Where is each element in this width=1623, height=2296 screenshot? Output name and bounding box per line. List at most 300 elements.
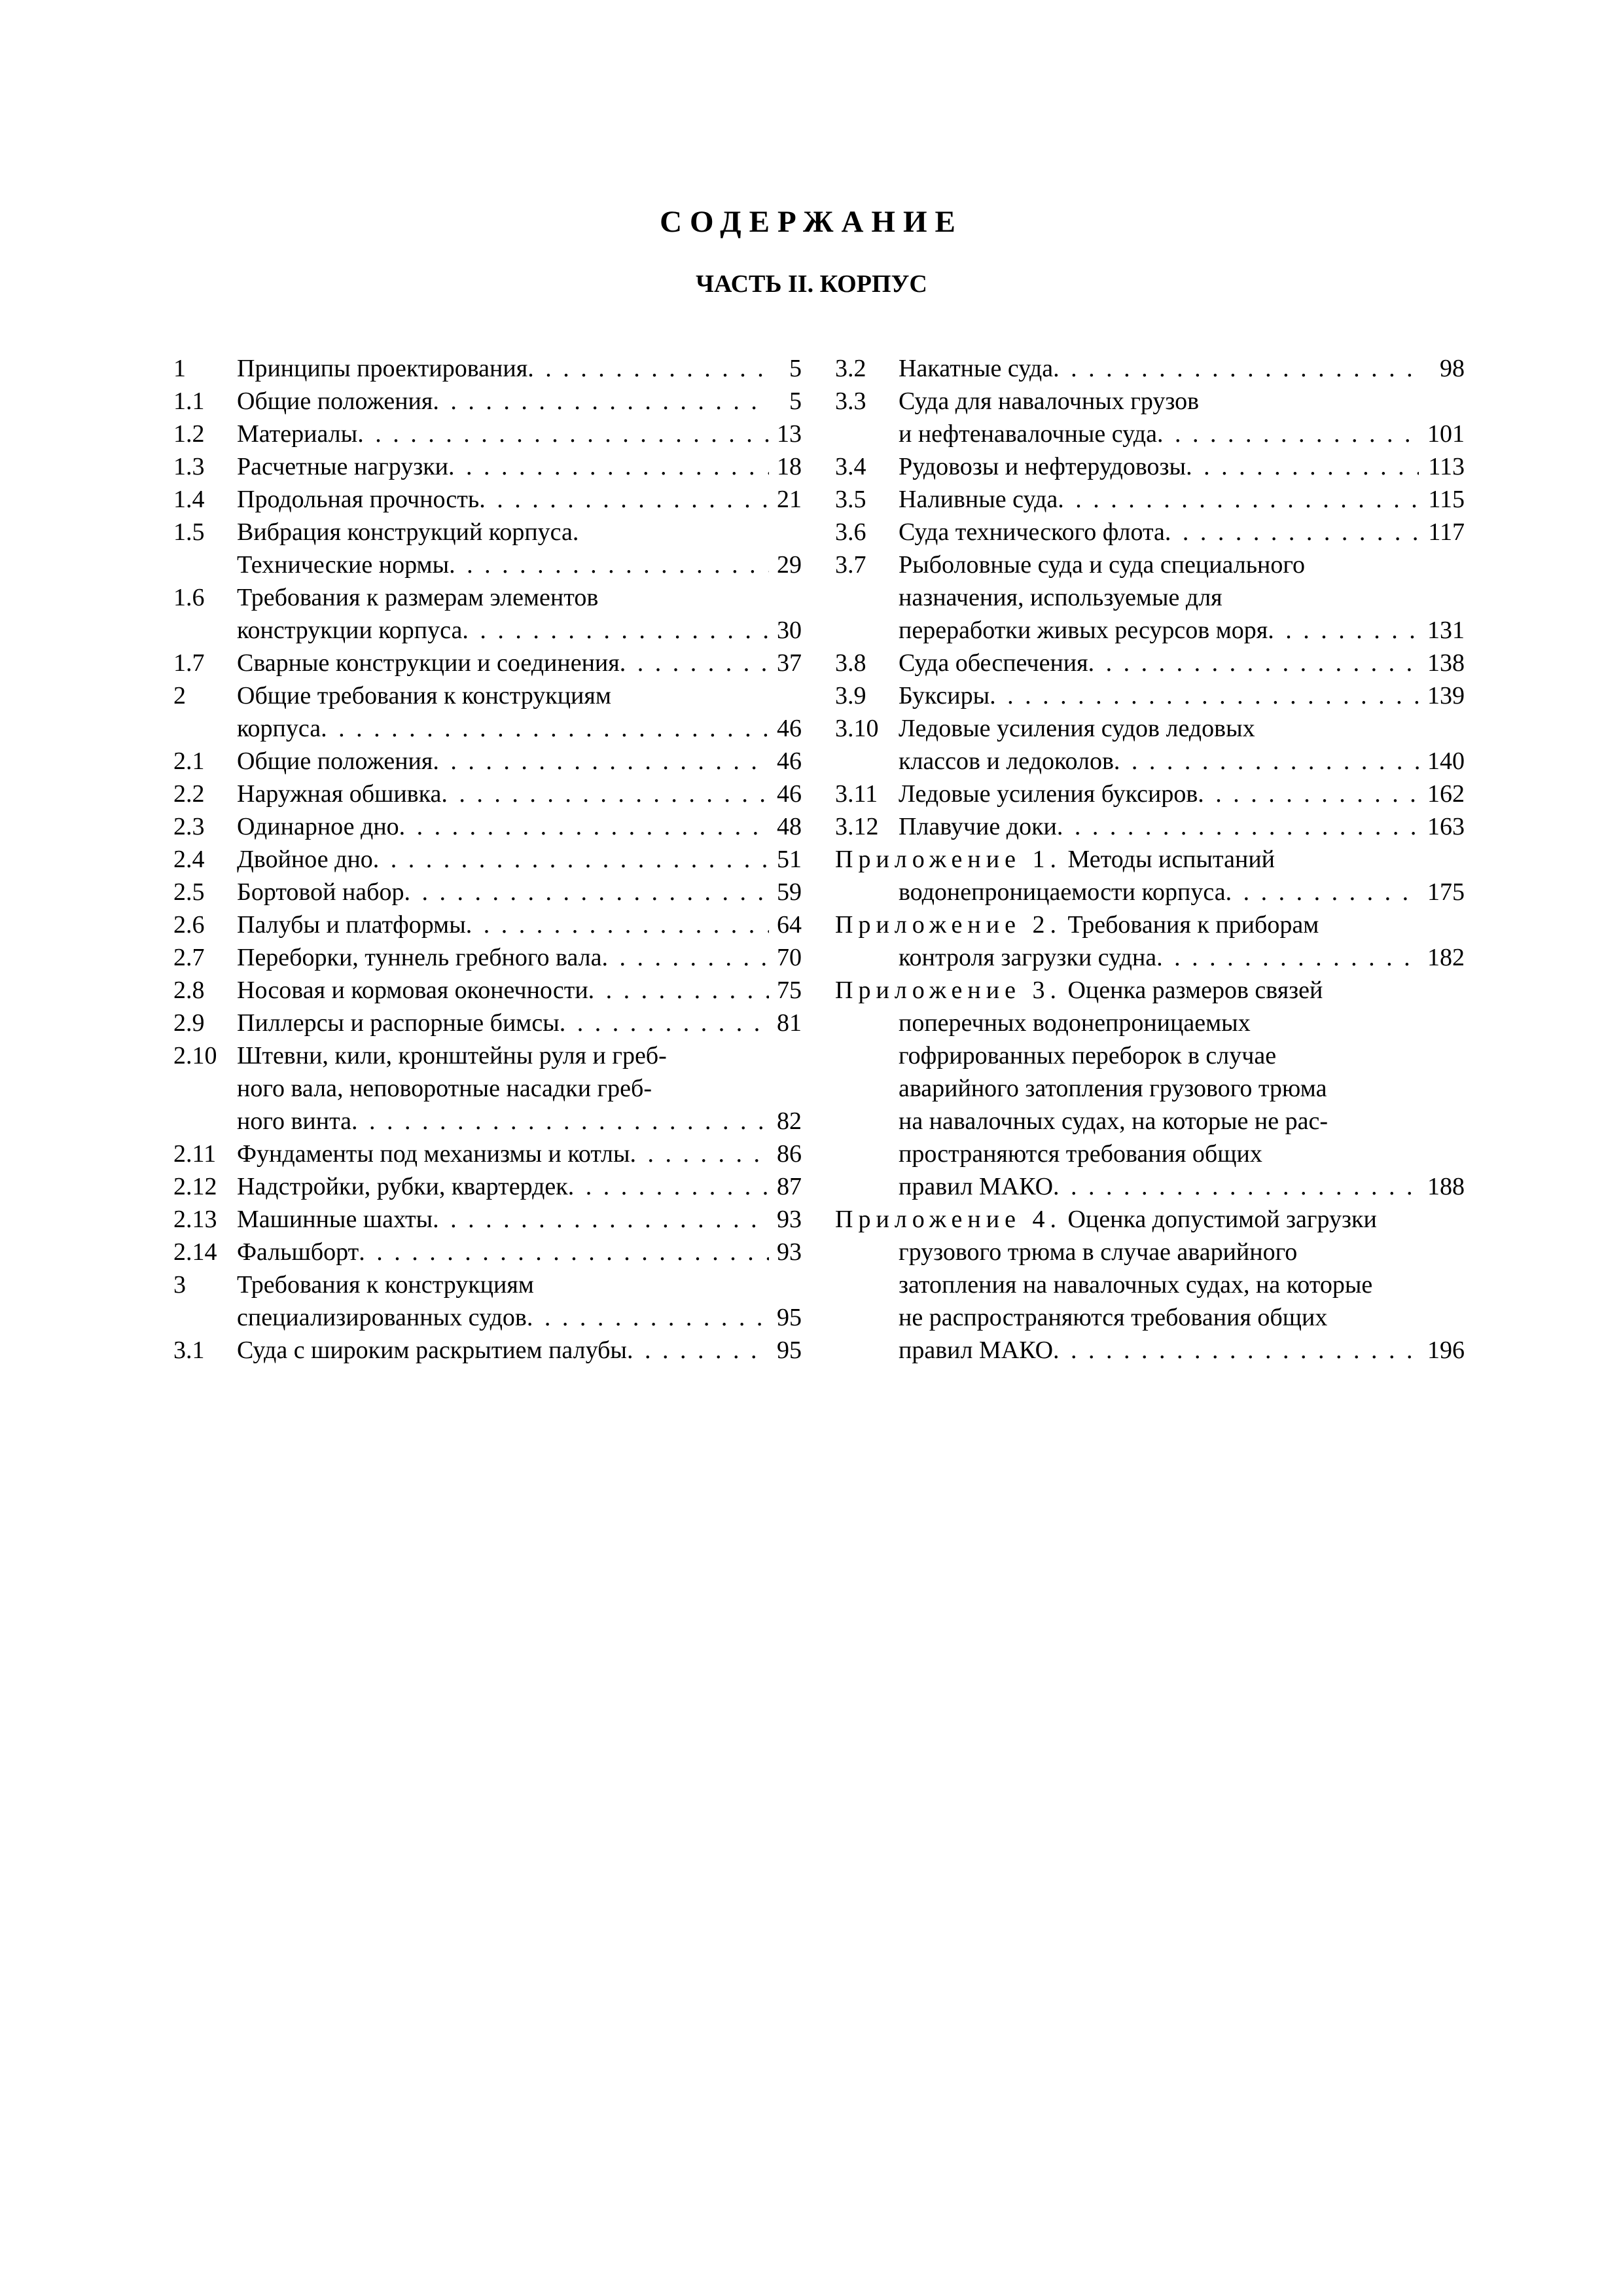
entry-text: Рыболовные суда и суда специального xyxy=(899,551,1306,579)
entry-title-line xyxy=(237,1236,802,1268)
section-number: 1.1 xyxy=(173,387,205,415)
entry-title-line xyxy=(899,1007,1465,1039)
entry-text: Пиллерсы и распорные бимсы xyxy=(237,1009,560,1037)
entry-title-line xyxy=(237,614,802,647)
dot-leader xyxy=(1053,352,1419,385)
entry-text: на навалочных судах, на которые не рас- xyxy=(899,1107,1329,1135)
toc-entry xyxy=(835,548,1465,647)
entry-title-line xyxy=(237,352,802,385)
entry-title-line xyxy=(899,941,1465,974)
entry-title xyxy=(237,418,802,450)
entry-text: Двойное дно xyxy=(237,846,373,873)
toc-entry xyxy=(173,450,802,483)
entry-text: Технические нормы xyxy=(237,551,450,579)
entry-title-line xyxy=(899,1334,1465,1367)
section-number: 1.6 xyxy=(173,584,205,611)
appendix-label: Приложение 4. xyxy=(835,1206,1061,1233)
entry-title-line xyxy=(237,712,802,745)
entry-title xyxy=(899,712,1465,778)
entry-title xyxy=(237,1268,802,1334)
section-number: 2.2 xyxy=(173,780,205,808)
page-number: 29 xyxy=(777,551,802,579)
page-number: 95 xyxy=(777,1336,802,1364)
page-number: 162 xyxy=(1427,780,1465,808)
section-number: 1.4 xyxy=(173,486,205,513)
page-number: 113 xyxy=(1428,453,1465,480)
section-number: 2.5 xyxy=(173,878,205,906)
entry-title xyxy=(237,1039,802,1138)
dot-leader xyxy=(568,1170,769,1203)
entry-text: Требования к размерам элементов xyxy=(237,584,599,611)
dot-leader xyxy=(449,548,769,581)
entry-title xyxy=(237,843,802,876)
appendix-first-line xyxy=(835,908,1465,941)
toc-entry xyxy=(173,1334,802,1367)
section-number: 1 xyxy=(173,355,186,382)
entry-title-line xyxy=(237,581,802,614)
entry-text: гофрированных переборок в случае xyxy=(899,1042,1277,1069)
appendix-first-line xyxy=(835,843,1465,876)
entry-text: специализированных судов xyxy=(237,1304,527,1331)
entry-text: ного винта xyxy=(237,1107,352,1135)
dot-leader xyxy=(441,778,769,810)
entry-title-line xyxy=(237,745,802,778)
page-number: 64 xyxy=(777,911,802,939)
entry-text: Плавучие доки xyxy=(899,813,1057,840)
section-number: 3.5 xyxy=(835,486,866,513)
page-number: 117 xyxy=(1428,518,1465,546)
dot-leader xyxy=(433,385,769,418)
page-number: 196 xyxy=(1427,1336,1465,1364)
page-number: 140 xyxy=(1427,747,1465,775)
entry-title xyxy=(899,778,1465,810)
page-number: 5 xyxy=(789,387,802,415)
entry-title xyxy=(237,483,802,516)
appendix-first-line xyxy=(835,1203,1465,1236)
entry-title xyxy=(237,974,802,1007)
entry-title-line xyxy=(237,1105,802,1138)
section-number: 3.2 xyxy=(835,355,866,382)
entry-title-line xyxy=(237,1138,802,1170)
entry-title-line xyxy=(237,974,802,1007)
page-number: 87 xyxy=(777,1173,802,1200)
toc-entry xyxy=(173,745,802,778)
appendix-first-line xyxy=(835,974,1465,1007)
entry-title xyxy=(899,352,1465,385)
entry-title-line xyxy=(237,1268,802,1301)
entry-title-line xyxy=(237,647,802,679)
dot-leader xyxy=(479,483,769,516)
section-number: 2.12 xyxy=(173,1173,217,1200)
entry-title xyxy=(237,745,802,778)
section-number: 2.6 xyxy=(173,911,205,939)
entry-title xyxy=(899,548,1465,647)
toc-entry xyxy=(173,679,802,745)
toc-right-column xyxy=(835,352,1465,1367)
entry-title-line xyxy=(237,385,802,418)
dot-leader xyxy=(1058,483,1419,516)
entry-title-line xyxy=(237,1007,802,1039)
entry-text: Ледовые усиления судов ледовых xyxy=(899,715,1255,742)
entry-text: Общие требования к конструкциям xyxy=(237,682,611,709)
entry-title xyxy=(237,581,802,647)
toc-entry xyxy=(835,352,1465,385)
page-number: 75 xyxy=(777,977,802,1004)
section-number: 3.1 xyxy=(173,1336,205,1364)
dot-leader xyxy=(630,1138,769,1170)
entry-text: и нефтенавалочные суда xyxy=(899,420,1157,448)
entry-title-line xyxy=(237,908,802,941)
entry-title-line xyxy=(899,876,1465,908)
entry-text: Суда обеспечения xyxy=(899,649,1088,677)
dot-leader xyxy=(1114,745,1419,778)
section-number: 3.9 xyxy=(835,682,866,709)
entry-title-line xyxy=(899,614,1465,647)
section-number: 3.3 xyxy=(835,387,866,415)
page-number: 175 xyxy=(1427,878,1465,906)
entry-title-line xyxy=(899,418,1465,450)
page-number: 163 xyxy=(1427,813,1465,840)
section-number: 1.3 xyxy=(173,453,205,480)
page-number: 93 xyxy=(777,1206,802,1233)
appendix-continuation xyxy=(835,876,1465,908)
toc-entry xyxy=(173,516,802,581)
entry-text: Методы испытаний xyxy=(1061,846,1275,873)
dot-leader xyxy=(404,876,769,908)
entry-text: Переборки, туннель гребного вала xyxy=(237,944,602,971)
entry-title-line xyxy=(237,1203,802,1236)
appendix-entry xyxy=(835,974,1465,1203)
toc-entry xyxy=(835,647,1465,679)
page-number: 48 xyxy=(777,813,802,840)
entry-text: Суда для навалочных грузов xyxy=(899,387,1200,415)
section-number: 2.4 xyxy=(173,846,205,873)
dot-leader xyxy=(1198,778,1419,810)
entry-title-line xyxy=(899,352,1465,385)
entry-text: назначения, используемые для xyxy=(899,584,1222,611)
entry-text: Палубы и платформы xyxy=(237,911,466,939)
page-number: 51 xyxy=(777,846,802,873)
entry-title-line xyxy=(899,1268,1465,1301)
entry-title-line xyxy=(899,1236,1465,1268)
entry-text: Суда технического флота xyxy=(899,518,1165,546)
toc-entry xyxy=(173,581,802,647)
entry-title-line xyxy=(899,483,1465,516)
toc-entry xyxy=(835,778,1465,810)
page-number: 115 xyxy=(1428,486,1465,513)
entry-text: Вибрация конструкций корпуса. xyxy=(237,518,579,546)
entry-text: Одинарное дно xyxy=(237,813,399,840)
page-number: 95 xyxy=(777,1304,802,1331)
entry-text: Штевни, кили, кронштейны руля и греб- xyxy=(237,1042,667,1069)
dot-leader xyxy=(1053,1334,1419,1367)
dot-leader xyxy=(1156,941,1419,974)
entry-title xyxy=(237,450,802,483)
entry-title-line xyxy=(237,843,802,876)
entry-title-line xyxy=(899,1170,1465,1203)
entry-title xyxy=(237,385,802,418)
page-title: СОДЕРЖАНИЕ xyxy=(660,205,963,239)
page-number: 182 xyxy=(1427,944,1465,971)
dot-leader xyxy=(373,843,769,876)
entry-title xyxy=(899,483,1465,516)
entry-text: Наружная обшивка xyxy=(237,780,442,808)
toc-entry xyxy=(173,1138,802,1170)
page-number: 82 xyxy=(777,1107,802,1135)
entry-text: Носовая и кормовая оконечности xyxy=(237,977,588,1004)
entry-text: корпуса xyxy=(237,715,321,742)
entry-title xyxy=(237,1236,802,1268)
entry-text: Фундаменты под механизмы и котлы xyxy=(237,1140,630,1168)
entry-title-line xyxy=(899,1105,1465,1138)
section-number: 2.8 xyxy=(173,977,205,1004)
entry-title xyxy=(237,876,802,908)
entry-text: Общие положения xyxy=(237,387,433,415)
dot-leader xyxy=(433,1203,769,1236)
entry-title-line xyxy=(899,1039,1465,1072)
section-number: 3 xyxy=(173,1271,186,1299)
section-number: 2.3 xyxy=(173,813,205,840)
dot-leader xyxy=(560,1007,769,1039)
entry-title xyxy=(237,1007,802,1039)
entry-title-line xyxy=(237,483,802,516)
section-number: 2 xyxy=(173,682,186,709)
section-number: 3.4 xyxy=(835,453,866,480)
appendix-label: Приложение 1. xyxy=(835,846,1061,873)
entry-text: Машинные шахты xyxy=(237,1206,433,1233)
part-subtitle: ЧАСТЬ II. КОРПУС xyxy=(696,270,927,298)
toc-entry xyxy=(173,1203,802,1236)
entry-title xyxy=(237,1138,802,1170)
toc-entry xyxy=(173,778,802,810)
toc-entry xyxy=(835,712,1465,778)
dot-leader xyxy=(527,1301,769,1334)
entry-text: не распространяются требования общих xyxy=(899,1304,1328,1331)
entry-title xyxy=(899,450,1465,483)
entry-text: Материалы xyxy=(237,420,358,448)
entry-text: Надстройки, рубки, квартердек xyxy=(237,1173,568,1200)
toc-entry xyxy=(835,679,1465,712)
section-number: 3.7 xyxy=(835,551,866,579)
page-number: 98 xyxy=(1440,355,1465,382)
entry-title-line xyxy=(899,1138,1465,1170)
toc-entry xyxy=(835,483,1465,516)
entry-text: Суда с широким раскрытием палубы xyxy=(237,1336,627,1364)
appendix-continuation xyxy=(835,941,1465,974)
entry-title xyxy=(899,385,1465,450)
entry-title xyxy=(237,1170,802,1203)
page-number: 46 xyxy=(777,747,802,775)
entry-text: конструкции корпуса xyxy=(237,617,463,644)
appendix-entry xyxy=(835,843,1465,908)
entry-title-line xyxy=(237,1072,802,1105)
section-number: 3.11 xyxy=(835,780,878,808)
entry-title-line xyxy=(899,1072,1465,1105)
entry-title-line xyxy=(237,548,802,581)
entry-title-line xyxy=(899,1301,1465,1334)
dot-leader xyxy=(321,712,769,745)
entry-title xyxy=(237,679,802,745)
page-number: 101 xyxy=(1427,420,1465,448)
page-number: 46 xyxy=(777,780,802,808)
toc-entry xyxy=(173,418,802,450)
dot-leader xyxy=(990,679,1419,712)
toc-entry xyxy=(173,352,802,385)
toc-entry xyxy=(173,941,802,974)
toc-entry xyxy=(173,1268,802,1334)
entry-title-line xyxy=(899,745,1465,778)
page-number: 93 xyxy=(777,1238,802,1266)
dot-leader xyxy=(1157,418,1419,450)
toc-entry xyxy=(173,483,802,516)
dot-leader xyxy=(620,647,769,679)
entry-text: пространяются требования общих xyxy=(899,1140,1262,1168)
entry-title-line xyxy=(899,581,1465,614)
entry-text: водонепроницаемости корпуса xyxy=(899,878,1226,906)
dot-leader xyxy=(399,810,769,843)
toc-entry xyxy=(173,1170,802,1203)
section-number: 3.12 xyxy=(835,813,879,840)
entry-text: контроля загрузки судна xyxy=(899,944,1157,971)
toc-entry xyxy=(835,516,1465,548)
page-number: 5 xyxy=(789,355,802,382)
toc-entry xyxy=(173,908,802,941)
entry-title-line xyxy=(237,1039,802,1072)
entry-title-line xyxy=(899,516,1465,548)
entry-title-line xyxy=(899,385,1465,418)
entry-title xyxy=(237,516,802,581)
section-number: 3.10 xyxy=(835,715,879,742)
entry-text: Ледовые усиления буксиров xyxy=(899,780,1198,808)
dot-leader xyxy=(588,974,769,1007)
entry-title xyxy=(899,647,1465,679)
page-number: 70 xyxy=(777,944,802,971)
entry-text: Продольная прочность xyxy=(237,486,480,513)
entry-title xyxy=(237,1203,802,1236)
entry-text: поперечных водонепроницаемых xyxy=(899,1009,1251,1037)
entry-text: Принципы проектирования xyxy=(237,355,528,382)
entry-title xyxy=(237,810,802,843)
dot-leader xyxy=(357,418,769,450)
toc-entry xyxy=(173,1236,802,1268)
entry-title-line xyxy=(899,450,1465,483)
page-number: 18 xyxy=(777,453,802,480)
entry-title xyxy=(899,810,1465,843)
toc-entry xyxy=(173,843,802,876)
entry-title-line xyxy=(237,418,802,450)
appendix-continuation xyxy=(835,1236,1465,1367)
entry-text: аварийного затопления грузового трюма xyxy=(899,1075,1327,1102)
page-number: 21 xyxy=(777,486,802,513)
page-number: 30 xyxy=(777,617,802,644)
dot-leader xyxy=(1053,1170,1419,1203)
entry-title xyxy=(237,1334,802,1367)
entry-text: переработки живых ресурсов моря xyxy=(899,617,1268,644)
section-number: 2.7 xyxy=(173,944,205,971)
entry-text: Накатные суда xyxy=(899,355,1054,382)
page-number: 59 xyxy=(777,878,802,906)
entry-title xyxy=(237,778,802,810)
page-number: 138 xyxy=(1427,649,1465,677)
dot-leader xyxy=(462,614,769,647)
entry-text: Фальшборт xyxy=(237,1238,359,1266)
entry-title xyxy=(237,647,802,679)
entry-title xyxy=(237,941,802,974)
entry-text: правил МАКО xyxy=(899,1336,1054,1364)
toc-entry xyxy=(173,1007,802,1039)
toc-left-column xyxy=(173,352,802,1367)
appendix-label: Приложение 2. xyxy=(835,911,1061,939)
page-number: 37 xyxy=(777,649,802,677)
entry-title-line xyxy=(237,1334,802,1367)
section-number: 2.14 xyxy=(173,1238,217,1266)
section-number: 1.2 xyxy=(173,420,205,448)
toc-entry xyxy=(173,974,802,1007)
entry-title-line xyxy=(237,876,802,908)
dot-leader xyxy=(433,745,769,778)
entry-text: правил МАКО xyxy=(899,1173,1054,1200)
page-number: 86 xyxy=(777,1140,802,1168)
entry-text: Сварные конструкции и соединения xyxy=(237,649,620,677)
entry-text: Оценка размеров связей xyxy=(1061,977,1323,1004)
section-number: 2.1 xyxy=(173,747,205,775)
dot-leader xyxy=(527,352,769,385)
toc-entry xyxy=(835,450,1465,483)
entry-title-line xyxy=(899,647,1465,679)
entry-text: Расчетные нагрузки xyxy=(237,453,449,480)
toc-entry xyxy=(173,876,802,908)
entry-text: Рудовозы и нефтерудовозы xyxy=(899,453,1186,480)
entry-title xyxy=(899,516,1465,548)
dot-leader xyxy=(1268,614,1419,647)
entry-title-line xyxy=(899,778,1465,810)
dot-leader xyxy=(1186,450,1419,483)
entry-text: Наливные суда xyxy=(899,486,1058,513)
toc-entry xyxy=(173,647,802,679)
page-number: 188 xyxy=(1427,1173,1465,1200)
appendix-entry xyxy=(835,1203,1465,1367)
page-number: 13 xyxy=(777,420,802,448)
entry-title xyxy=(237,908,802,941)
entry-title-line xyxy=(237,679,802,712)
toc-entry xyxy=(173,810,802,843)
entry-text: классов и ледоколов xyxy=(899,747,1114,775)
appendix-label: Приложение 3. xyxy=(835,977,1061,1004)
entry-title-line xyxy=(237,778,802,810)
entry-title-line xyxy=(237,450,802,483)
toc-entry xyxy=(173,1039,802,1138)
dot-leader xyxy=(1226,876,1419,908)
entry-text: затопления на навалочных судах, на которые xyxy=(899,1271,1373,1299)
section-number: 3.8 xyxy=(835,649,866,677)
dot-leader xyxy=(627,1334,769,1367)
dot-leader xyxy=(1165,516,1419,548)
dot-leader xyxy=(359,1236,769,1268)
section-number: 2.10 xyxy=(173,1042,217,1069)
entry-text: Бортовой набор xyxy=(237,878,404,906)
section-number: 3.6 xyxy=(835,518,866,546)
entry-title-line xyxy=(237,941,802,974)
entry-title-line xyxy=(899,712,1465,745)
dot-leader xyxy=(448,450,769,483)
entry-text: Требования к приборам xyxy=(1061,911,1319,939)
entry-text: Общие положения xyxy=(237,747,433,775)
dot-leader xyxy=(1057,810,1419,843)
entry-title-line xyxy=(237,1170,802,1203)
dot-leader xyxy=(351,1105,769,1138)
toc-entry xyxy=(835,385,1465,450)
page-number: 139 xyxy=(1427,682,1465,709)
